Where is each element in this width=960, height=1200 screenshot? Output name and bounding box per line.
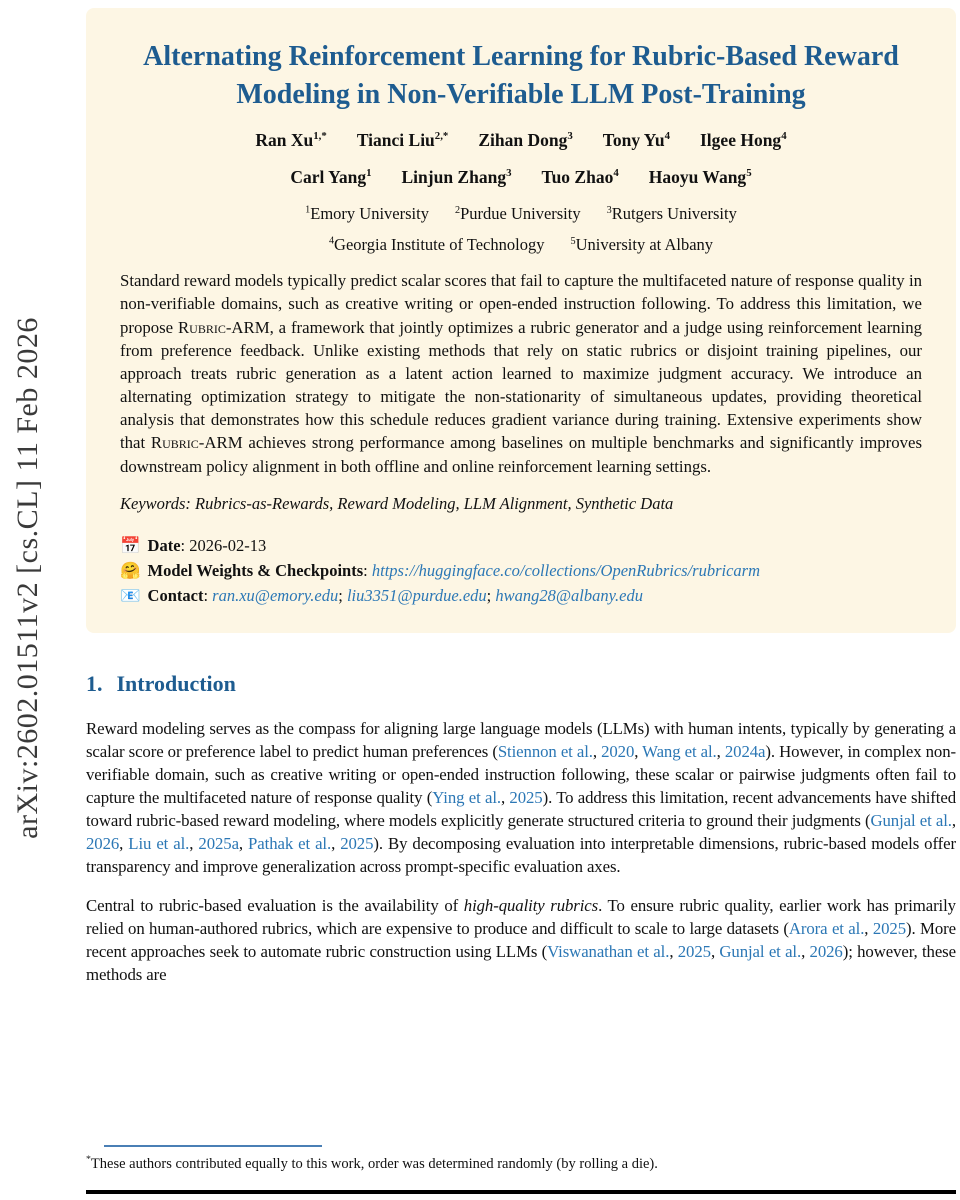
text-segment: Standard reward models typically predict scalar scores that fail to capture the multifaceted nature of response quality in non-verifiable domains, such as creative writing or open-ended instruction following. To address this limitation, we propose bbox=[120, 271, 922, 337]
paper-content bbox=[86, 8, 956, 986]
text-segment: ). By decomposing evaluation into interpretable dimensions, rubric-based models offer transparency and improve generalization across prompt-specific evaluation axes. bbox=[86, 833, 956, 876]
authors-row-1 bbox=[120, 130, 922, 151]
text-segment: 4 bbox=[328, 235, 335, 247]
section-title: Introduction bbox=[116, 670, 236, 696]
text-segment: Tuo Zhao bbox=[541, 167, 614, 188]
text-segment: Rubric bbox=[177, 317, 226, 337]
text-segment: Contact bbox=[147, 585, 204, 605]
arxiv-watermark: arXiv:2602.01511v2 [cs.CL] 11 Feb 2026 bbox=[11, 317, 44, 839]
model-weights-row bbox=[120, 561, 922, 581]
date-text bbox=[148, 536, 267, 555]
text-segment: , bbox=[864, 918, 873, 938]
text-segment: 2,* bbox=[434, 130, 449, 143]
text-segment: 3 bbox=[606, 204, 612, 216]
email-icon: 📧 bbox=[120, 585, 141, 605]
text-segment: , bbox=[634, 741, 643, 761]
text-segment: , bbox=[238, 833, 249, 853]
text-segment: Ran Xu bbox=[255, 130, 314, 151]
text-segment: ). To address this limitation, recent advancements have shifted toward rubric-based reward modeling, where models explicitly generate structured criteria to ground their judgments ( bbox=[86, 787, 956, 830]
keywords-line: Keywords: Rubrics-as-Rewards, Reward Modeling, LLM Alignment, Synthetic Data bbox=[120, 493, 674, 513]
hyperlink[interactable]: https://huggingface.co/collections/OpenRubrics/rubricarm bbox=[371, 560, 761, 580]
citation-link[interactable]: 2026 bbox=[86, 833, 120, 853]
intro-paragraph-2 bbox=[86, 894, 956, 986]
citation-link[interactable]: Gunjal et al. bbox=[719, 941, 802, 961]
text-segment: 1 bbox=[305, 204, 311, 216]
text-segment: Ilgee Hong bbox=[700, 130, 782, 151]
text-segment: , bbox=[119, 833, 129, 853]
citation-link[interactable]: Viswanathan et al. bbox=[547, 941, 670, 961]
meta-block bbox=[120, 536, 922, 606]
text-segment: Rubric bbox=[150, 433, 199, 453]
text-segment: Georgia Institute of Technology bbox=[334, 235, 545, 255]
text-segment: , bbox=[710, 941, 720, 961]
text-segment: : bbox=[203, 585, 213, 605]
text-segment: 4 bbox=[613, 167, 619, 180]
citation-link[interactable]: Ying et al. bbox=[432, 787, 501, 807]
text-segment: , bbox=[501, 787, 510, 807]
text-segment: , bbox=[592, 741, 602, 761]
text-segment: -ARM, a framework that jointly optimizes a rubric generator and a judge using reinforcement learning from preference feedback. Unlike existing methods that rely on static rubrics or disjoint training pipelines, our approach treats rubric generation as a latent action learned to maximize judgment accuracy. We introduce an alternating optimization strategy to mitigate the non-stationarity of simultaneous updates, providing theoretical analysis that demonstrates how this schedule reduces gradient variance during training. Extensive experiments show that bbox=[120, 317, 923, 453]
text-segment: -ARM achieves strong performance among baselines on multiple benchmarks and significantly improves downstream policy alignment in both offline and online reinforcement learning settings. bbox=[120, 433, 922, 476]
text-segment: high-quality rubrics bbox=[463, 895, 599, 915]
text-segment: . To ensure rubric quality, earlier work has primarily relied on human-authored rubrics, which are expensive to produce and difficult to scale to large datasets ( bbox=[86, 895, 956, 938]
citation-link[interactable]: 2025 bbox=[872, 918, 906, 938]
citation-link[interactable]: 2025a bbox=[198, 833, 239, 853]
text-segment: 5 bbox=[570, 235, 576, 247]
text-segment: 5 bbox=[746, 167, 752, 180]
intro-paragraph-1 bbox=[86, 717, 956, 878]
affiliations-row-1 bbox=[120, 204, 922, 224]
contact-row bbox=[120, 586, 922, 606]
text-segment: Model Weights & Checkpoints bbox=[147, 560, 364, 580]
text-segment: 3 bbox=[567, 130, 573, 143]
text-segment: 4 bbox=[664, 130, 670, 143]
footnote-rule bbox=[104, 1145, 322, 1147]
citation-link[interactable]: Liu et al. bbox=[128, 833, 190, 853]
citation-link[interactable]: Stiennon et al. bbox=[497, 741, 593, 761]
equal-contribution-footnote bbox=[86, 1154, 956, 1174]
text-segment: Tianci Liu bbox=[356, 130, 435, 151]
text-segment: , bbox=[189, 833, 199, 853]
section-heading-introduction bbox=[86, 671, 956, 697]
hyperlink[interactable]: ran.xu@emory.edu bbox=[212, 585, 339, 605]
text-segment: ). However, in complex non-verifiable domain, such as creative writing or open-ended instruction following, these scalar or pairwise judgments often fail to capture the multifaceted nature of response quality ( bbox=[86, 741, 956, 807]
text-segment: * bbox=[86, 1154, 91, 1166]
citation-link[interactable]: Wang et al. bbox=[642, 741, 717, 761]
citation-link[interactable]: Gunjal et al. bbox=[870, 810, 952, 830]
text-segment: : bbox=[363, 560, 372, 580]
authors-row-2 bbox=[120, 167, 922, 188]
contact-text bbox=[148, 586, 643, 605]
date-row bbox=[120, 536, 922, 556]
calendar-icon: 📅 bbox=[120, 535, 141, 555]
text-segment: , bbox=[331, 833, 341, 853]
footnote-block bbox=[86, 1145, 956, 1174]
text-segment: 3 bbox=[506, 167, 512, 180]
text-segment: 1,* bbox=[313, 130, 327, 143]
text-segment: Haoyu Wang bbox=[648, 167, 747, 188]
text-segment: Date bbox=[147, 535, 181, 555]
citation-link[interactable]: 2025 bbox=[509, 787, 543, 807]
text-segment: 4 bbox=[781, 130, 787, 143]
section-number: 1. bbox=[86, 670, 103, 696]
text-segment: Carl Yang bbox=[290, 167, 367, 188]
text-segment: Purdue University bbox=[460, 204, 581, 224]
text-segment: These authors contributed equally to this work, order was determined randomly (by rolling a die). bbox=[90, 1156, 658, 1173]
text-segment: , bbox=[951, 810, 956, 830]
text-segment: ; bbox=[486, 585, 496, 605]
text-segment: 1 bbox=[366, 167, 372, 180]
citation-link[interactable]: 2025 bbox=[677, 941, 711, 961]
model-weights-text bbox=[148, 561, 760, 580]
text-segment: ). More recent approaches seek to automate rubric construction using LLMs ( bbox=[86, 918, 956, 961]
text-segment: Emory University bbox=[310, 204, 429, 224]
text-segment: Rutgers University bbox=[611, 204, 737, 224]
abstract-text bbox=[120, 269, 922, 478]
hyperlink[interactable]: liu3351@purdue.edu bbox=[346, 585, 487, 605]
text-segment: ); however, these methods are bbox=[86, 941, 956, 984]
citation-link[interactable]: 2020 bbox=[601, 741, 635, 761]
text-segment: Linjun Zhang bbox=[401, 167, 507, 188]
text-segment: : 2026-02-13 bbox=[180, 535, 267, 555]
text-segment: ; bbox=[338, 585, 347, 605]
paper-title: Alternating Reinforcement Learning for Rubric-Based Reward Modeling in Non-Verifiable LLM Post-Training bbox=[143, 41, 899, 111]
text-segment: 2 bbox=[454, 204, 461, 216]
text-segment: Zihan Dong bbox=[478, 130, 568, 151]
paper-header-box bbox=[86, 8, 956, 633]
text-segment: Central to rubric-based evaluation is the availability of bbox=[86, 895, 464, 915]
affiliations-row-2 bbox=[120, 235, 922, 255]
text-segment: University at Albany bbox=[575, 235, 714, 255]
citation-link[interactable]: Arora et al. bbox=[788, 918, 865, 938]
citation-link[interactable]: 2025 bbox=[340, 833, 374, 853]
text-segment: Reward modeling serves as the compass for aligning large language models (LLMs) with human intents, typically by generating a scalar score or preference label to predict human preferences ( bbox=[86, 718, 956, 761]
text-segment: , bbox=[669, 941, 678, 961]
citation-link[interactable]: Pathak et al. bbox=[248, 833, 332, 853]
text-segment: , bbox=[716, 741, 725, 761]
text-segment: Tony Yu bbox=[602, 130, 665, 151]
hugging-face-icon: 🤗 bbox=[120, 560, 141, 580]
text-segment: , bbox=[801, 941, 810, 961]
citation-link[interactable]: 2024a bbox=[724, 741, 766, 761]
citation-link[interactable]: 2026 bbox=[809, 941, 843, 961]
footer-rule bbox=[86, 1190, 956, 1194]
hyperlink[interactable]: hwang28@albany.edu bbox=[495, 585, 644, 605]
